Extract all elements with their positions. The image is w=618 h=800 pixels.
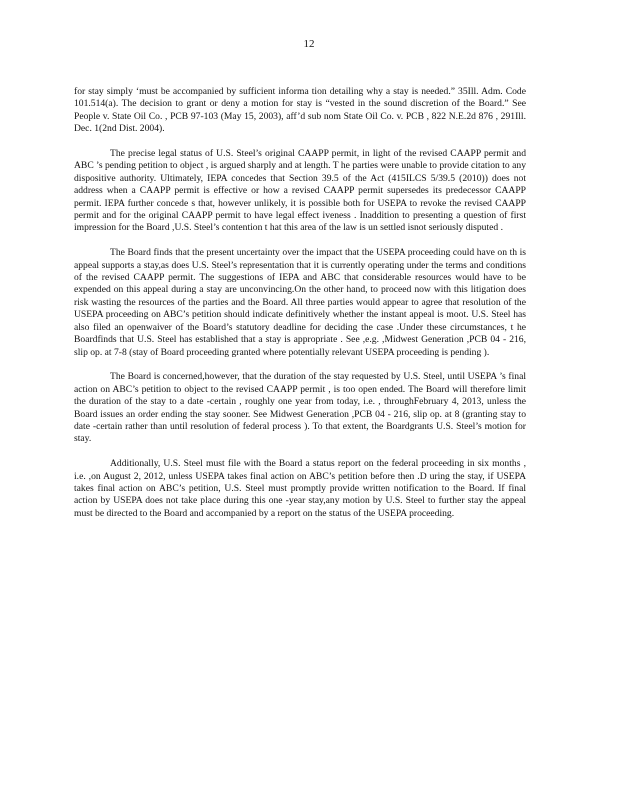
document-body: [74, 86, 526, 533]
paragraph-2: The precise legal status of U.S. Steel’s original CAAPP permit, in light of the revised CAAPP permit and ABC ’s pending petition to object , is argued sharply and at length. T he parties were unable to provide citation to any dispositive authority. Ultimately, IEPA concedes that Section 39.5 of the Act (415ILCS 5/39.5 (2010)) does not address when a CAAPP permit is effective or how a revised CAAPP permit supersedes its predecessor CAAPP permit. IEPA further concede s that, however unlikely, it is possible both for USEPA to revoke the revised CAAPP permit and for the original CAAPP permit to have legal effect iveness . Inaddition to presenting a question of first impression for the Board ,U.S. Steel’s contention t hat this area of the law is un settled isnot seriously disputed .: [74, 148, 526, 234]
paragraph-3: The Board finds that the present uncertainty over the impact that the USEPA proceeding could have on th is appeal supports a stay,as does U.S. Steel’s representation that it is currently operating under the terms and conditions of the revised CAAPP permit. The suggestions of IEPA and ABC that considerable resources would have to be expended on this appeal during a stay are unconvincing.On the other hand, to proceed now with this litigation does risk wasting the resources of the parties and the Board. All three parties would appear to agree that resolution of the USEPA proceeding on ABC’s petition should indicate definitively whether the instant appeal is moot. U.S. Steel has also filed an openwaiver of the Board’s statutory deadline for deciding the case .Under these circumstances, t he Boardfinds that U.S. Steel has established that a stay is appropriate . See ,e.g. ,Midwest Generation ,PCB 04 - 216, slip op. at 7-8 (stay of Board proceeding granted where potentially relevant USEPA proceeding is pending ).: [74, 247, 526, 358]
paragraph-4: The Board is concerned,however, that the duration of the stay requested by U.S. Steel, until USEPA ’s final action on ABC’s petition to object to the revised CAAPP permit , is too open ended. The Board will therefore limit the duration of the stay to a date -certain , roughly one year from today, i.e. , throughFebruary 4, 2013, unless the Board issues an order ending the stay sooner. See Midwest Generation ,PCB 04 - 216, slip op. at 8 (granting stay to date -certain rather than until resolution of federal process ). To that extent, the Boardgrants U.S. Steel’s motion for stay.: [74, 371, 526, 445]
page-number: 12: [303, 38, 315, 50]
paragraph-5: Additionally, U.S. Steel must file with the Board a status report on the federal proceeding in six months , i.e. ,on August 2, 2012, unless USEPA takes final action on ABC’s petition before then .D uring the stay, if USEPA takes final action on ABC’s petition, U.S. Steel must promptly provide written notification to the Board. If final action by USEPA does not take place during this one -year stay,any motion by U.S. Steel to further stay the appeal must be directed to the Board and accompanied by a report on the status of the USEPA proceeding.: [74, 458, 526, 519]
paragraph-1: for stay simply ‘must be accompanied by sufficient informa tion detailing why a stay is needed.” 35Ill. Adm. Code 101.514(a). The decision to grant or deny a motion for stay is “vested in the sound discretion of the Board.” See People v. State Oil Co. , PCB 97-103 (May 15, 2003), aff’d sub nom State Oil Co. v. PCB , 822 N.E.2d 876 , 291Ill. Dec. 1(2nd Dist. 2004).: [74, 86, 526, 135]
